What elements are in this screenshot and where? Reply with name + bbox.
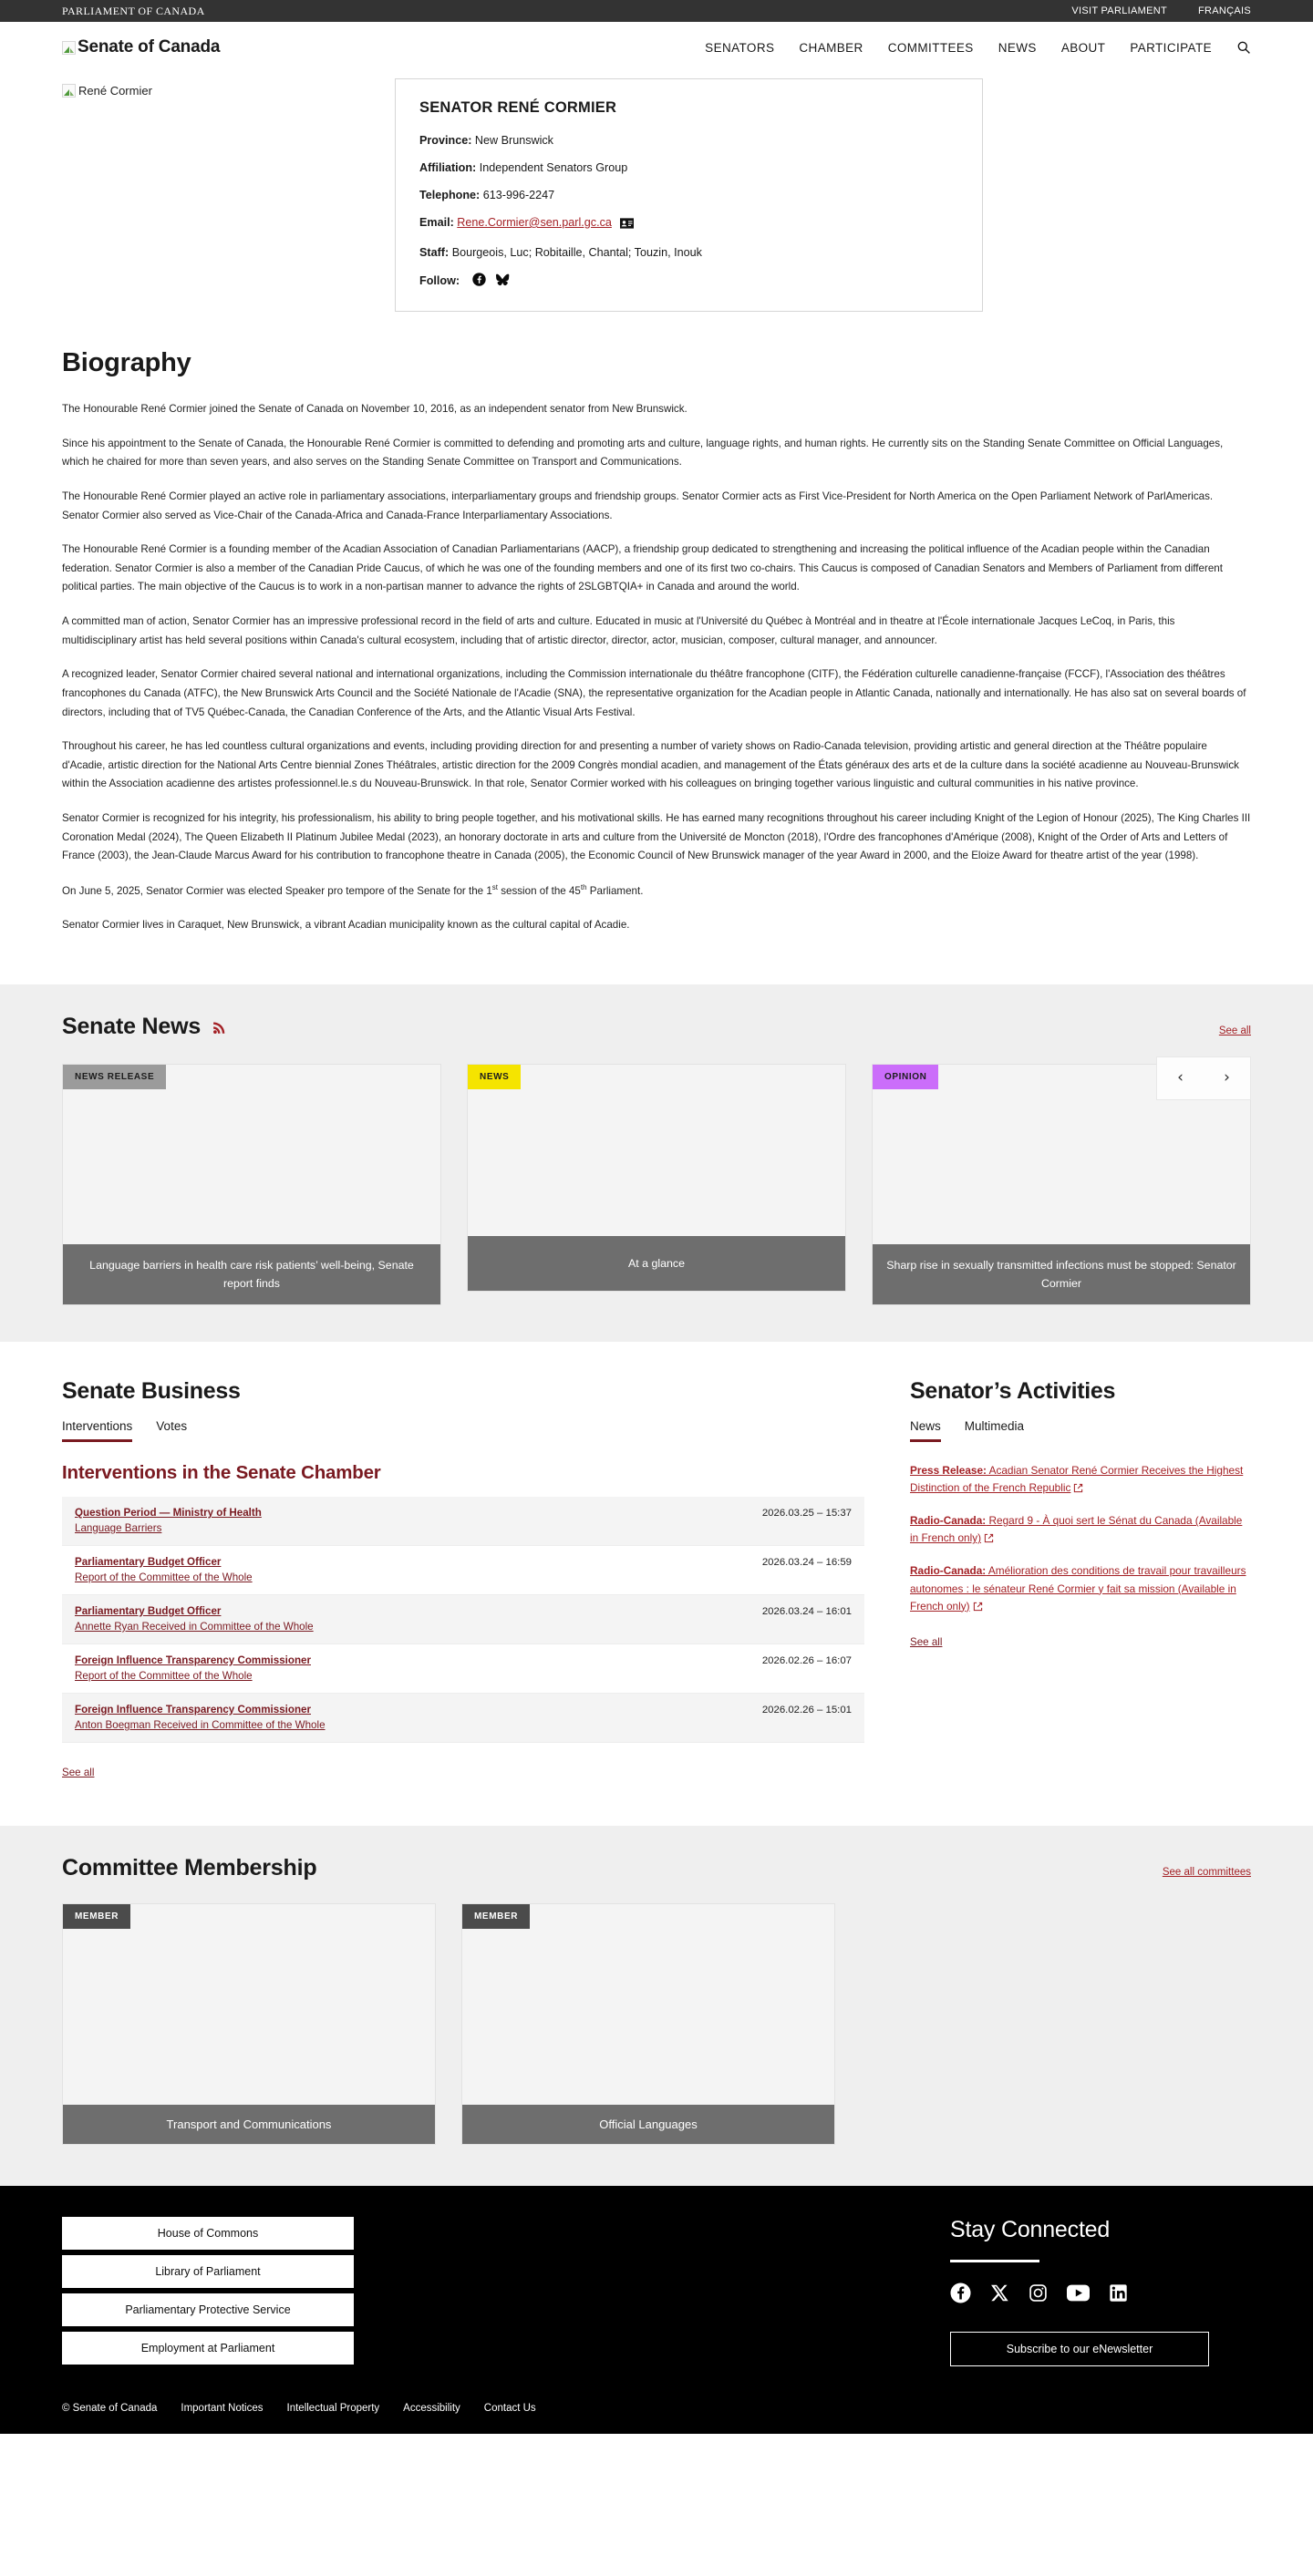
- intervention-subtitle[interactable]: Report of the Committee of the Whole: [75, 1571, 253, 1583]
- intervention-title[interactable]: Foreign Influence Transparency Commissioner: [75, 1703, 311, 1716]
- intervention-title[interactable]: Foreign Influence Transparency Commissioner: [75, 1654, 311, 1666]
- instagram-icon[interactable]: [1029, 2283, 1048, 2307]
- intervention-subtitle[interactable]: Report of the Committee of the Whole: [75, 1669, 253, 1682]
- committee-cards: [62, 1903, 1251, 2145]
- senator-hero: [0, 73, 1313, 312]
- info-row-affiliation: [419, 160, 958, 176]
- affiliation-value: Independent Senators Group: [479, 161, 628, 174]
- intervention-date: 2026.03.25 – 15:37: [761, 1507, 852, 1519]
- senator-name-title: SENATOR RENÉ CORMIER: [419, 99, 617, 116]
- biography-paragraph: Senator Cormier lives in Caraquet, New Brunswick, a vibrant Acadian municipality known as the cultural capital of Acadie.: [62, 919, 630, 932]
- divider: [950, 2260, 1039, 2262]
- telephone-value: 613-996-2247: [482, 189, 555, 201]
- activity-source: Press Release:: [910, 1463, 987, 1477]
- intervention-date: 2026.02.26 – 15:01: [761, 1704, 852, 1716]
- list-item[interactable]: [910, 1512, 1251, 1549]
- telephone-label: Telephone:: [419, 189, 481, 201]
- committee-membership-section: [0, 1826, 1313, 2186]
- intervention-subtitle[interactable]: Anton Boegman Received in Committee of the Whole: [75, 1718, 326, 1731]
- intervention-title[interactable]: Parliamentary Budget Officer: [75, 1604, 222, 1617]
- activity-text: Acadian Senator René Cormier Receives the Highest Distinction of the French Republic: [910, 1463, 1244, 1495]
- senate-news-section: [0, 984, 1313, 1342]
- subscribe-newsletter-button[interactable]: Subscribe to our eNewsletter: [950, 2332, 1209, 2366]
- table-row[interactable]: [62, 1694, 864, 1743]
- footer-copyright: © Senate of Canada: [62, 2402, 158, 2414]
- committee-card[interactable]: [461, 1903, 835, 2145]
- interventions-see-all-link[interactable]: See all: [62, 1766, 95, 1778]
- senator-portrait-alt: René Cormier: [78, 84, 152, 98]
- speaker-pre: On June 5, 2025, Senator Cormier was elected Speaker pro tempore of the Senate for the: [62, 884, 487, 897]
- utility-bar: [0, 0, 1313, 22]
- senate-news-carousel: [62, 1064, 1251, 1305]
- nav-item-participate[interactable]: PARTICIPATE: [1130, 40, 1212, 55]
- biography-paragraph: A committed man of action, Senator Cormier has an impressive professional record in the field of arts and culture. Educated in music at l'Université du Québec à Montréal and in theatre at l'École internationale Jacques LeCoq, in Paris, this multidisciplinary artist has held several positions within Canada's cultural ecosystem, including that of artistic director, director, actor, musician, composer, cultural manager, and announcer.: [62, 615, 1175, 646]
- info-row-telephone: [419, 188, 958, 203]
- table-row[interactable]: [62, 1497, 864, 1546]
- biography-paragraph: A recognized leader, Senator Cormier chaired several national and international organizations, including the Commission internationale du théâtre francophone (CITF), the Fédération culturelle canadienne-française (FCCF), l'Association des théâtres francophones du Canada (ATFC), the New Brunswick Arts Council and the Société Nationale de l'Acadie (SNA), the representative organization for the Acadian people in Atlantic Canada, nationally and internationally. He has also sat on several boards of directors, including that of TV5 Québec-Canada, the Canadian Conference of the Arts, and the Atlantic Visual Arts Festival.: [62, 668, 1246, 718]
- rss-icon[interactable]: [212, 1020, 227, 1040]
- activity-text: Amélioration des conditions de travail pour travailleurs autonomes : le sénateur René Cormier y fait sa mission (Available in French only): [910, 1564, 1246, 1613]
- senator-activities-tabs: [910, 1419, 1251, 1442]
- committee-membership-heading: Committee Membership: [62, 1854, 317, 1880]
- biography-paragraph: Throughout his career, he has led countless cultural organizations and events, including providing direction for and presenting a number of variety shows on Radio-Canada television, providing artistic and general direction at the Théâtre populaire d'Acadie, artistic direction for the National Arts Centre biennial Zones Théâtrales, artistic direction for the 2009 Congrès mondial acadien, and management of the États généraux des arts et de la culture dans la société acadienne au Nouveau-Brunswick within the Association acadienne des artistes professionnel.le.s du Nouveau-Brunswick. In that role, Senator Cormier worked with his colleagues on bringing together various linguistic and cultural communities in his native province.: [62, 740, 1239, 790]
- biography-paragraph-speaker: [62, 881, 1251, 901]
- committee-card[interactable]: [62, 1903, 436, 2145]
- news-card-title: At a glance: [468, 1236, 845, 1291]
- follow-label: Follow:: [419, 274, 460, 287]
- info-row-follow: [419, 273, 958, 289]
- intervention-date: 2026.03.24 – 16:01: [761, 1605, 852, 1617]
- senate-news-header: [62, 1014, 1251, 1040]
- biography-section: [0, 312, 1313, 959]
- province-label: Province:: [419, 134, 472, 147]
- broken-image-icon: [62, 41, 76, 55]
- footer-link-important-notices[interactable]: Important Notices: [181, 2402, 264, 2414]
- senate-business-heading: Senate Business: [62, 1377, 241, 1404]
- site-logo-label: Senate of Canada: [78, 37, 221, 57]
- senate-news-heading: Senate News: [62, 1013, 202, 1039]
- parliament-of-canada-label: PARLIAMENT OF CANADA: [62, 4, 205, 17]
- main-navigation: [705, 40, 1251, 55]
- site-footer: [0, 2186, 1313, 2434]
- footer-link-contact-us[interactable]: Contact Us: [483, 2402, 536, 2414]
- francais-link[interactable]: FRANÇAIS: [1197, 5, 1251, 16]
- footer-link-library-of-parliament[interactable]: Library of Parliament: [62, 2255, 354, 2288]
- nav-item-news[interactable]: NEWS: [998, 40, 1037, 55]
- table-row[interactable]: [62, 1644, 864, 1694]
- activity-source: Radio-Canada:: [910, 1564, 987, 1578]
- see-all-committees-link[interactable]: See all committees: [1162, 1866, 1251, 1878]
- news-card[interactable]: [467, 1064, 846, 1292]
- external-link-icon: [984, 1531, 994, 1549]
- news-card-title: Language barriers in health care risk patients’ well-being, Senate report finds: [63, 1244, 440, 1304]
- biography-paragraph: The Honourable René Cormier is a founding member of the Acadian Association of Canadian Parliamentarians (AACP), a friendship group dedicated to strengthening and increasing the political influence of the Acadian people within the Canadian federation. Senator Cormier is also a member of the Canadian Pride Caucus, of which he was one of the founding members and one of its first two co-chairs. This Caucus is composed of Canadian Senators and Members of Parliament from different political parties. The main objective of the Caucus is to work in a non-partisan manner to advance the rights of 2SLGBTQIA+ in Canada and around the world.: [62, 543, 1223, 593]
- nav-item-senators[interactable]: SENATORS: [705, 40, 775, 55]
- social-links: [950, 2282, 1209, 2308]
- news-card-title: Sharp rise in sexually transmitted infections must be stopped: Senator Cormier: [873, 1244, 1250, 1304]
- senate-news-see-all-link[interactable]: See all: [1218, 1025, 1251, 1036]
- news-card[interactable]: [62, 1064, 441, 1305]
- linkedin-icon[interactable]: [1109, 2283, 1128, 2307]
- intervention-title[interactable]: Parliamentary Budget Officer: [75, 1555, 222, 1568]
- news-card-tag: NEWS: [468, 1065, 521, 1089]
- footer-link-buttons: [62, 2217, 354, 2366]
- committee-role-badge: MEMBER: [63, 1904, 130, 1929]
- parliament-ordinal: th: [580, 882, 587, 891]
- biography-heading: Biography: [62, 348, 191, 377]
- biography-paragraph: The Honourable René Cormier played an active role in parliamentary associations, interparliamentary groups and friendship groups. Senator Cormier acts as First Vice-President for North America on the Open Parliament Network of ParlAmericas. Senator Cormier also served as Vice-Chair of the Canada-Africa and Canada-France Interparliamentary Associations.: [62, 489, 1214, 521]
- chevron-left-icon[interactable]: ‹: [1177, 1068, 1184, 1087]
- search-icon[interactable]: [1236, 40, 1251, 55]
- external-link-icon: [973, 1600, 983, 1617]
- nav-item-chamber[interactable]: CHAMBER: [799, 40, 863, 55]
- business-and-activities: [0, 1342, 1313, 1826]
- visit-parliament-link[interactable]: VISIT PARLIAMENT: [1071, 5, 1167, 16]
- info-row-email: [419, 215, 958, 233]
- external-link-icon: [1073, 1481, 1083, 1499]
- speaker-post: Parliament.: [586, 884, 644, 897]
- carousel-controls: [1156, 1056, 1251, 1100]
- senator-portrait: [62, 78, 336, 98]
- biography-paragraph: Since his appointment to the Senate of Canada, the Honourable René Cormier is committed to defending and promoting arts and culture, language rights, and human rights. He currently sits on the Standing Senate Committee on Official Languages, which he chaired for more than seven years, and also serves on the Standing Senate Committee on Transport and Communications.: [62, 437, 1224, 469]
- tab-votes[interactable]: Votes: [156, 1418, 188, 1433]
- stay-connected-heading: Stay Connected: [950, 2216, 1111, 2242]
- committee-card-title: Transport and Communications: [63, 2105, 435, 2144]
- chevron-right-icon[interactable]: ›: [1224, 1068, 1230, 1087]
- news-card-tag: OPINION: [873, 1065, 938, 1089]
- vcard-icon[interactable]: [620, 218, 634, 233]
- table-row[interactable]: [62, 1546, 864, 1595]
- intervention-title[interactable]: Question Period — Ministry of Health: [75, 1506, 262, 1519]
- footer-bottom-links: [62, 2366, 1251, 2434]
- staff-value: Bourgeois, Luc; Robitaille, Chantal; Touzin, Inouk: [451, 246, 702, 259]
- biography-paragraph: The Honourable René Cormier joined the Senate of Canada on November 10, 2016, as an independent senator from New Brunswick.: [62, 403, 688, 415]
- footer-link-house-of-commons[interactable]: House of Commons: [62, 2217, 354, 2250]
- senator-info-card: [395, 78, 983, 312]
- senate-business-section: [62, 1378, 864, 1780]
- committee-header: [62, 1855, 1251, 1881]
- staff-label: Staff:: [419, 246, 450, 259]
- intervention-subtitle[interactable]: Annette Ryan Received in Committee of the Whole: [75, 1620, 314, 1633]
- footer-link-intellectual-property[interactable]: Intellectual Property: [286, 2402, 380, 2414]
- facebook-icon[interactable]: [472, 273, 486, 289]
- interventions-subheading: Interventions in the Senate Chamber: [62, 1461, 381, 1483]
- x-twitter-icon[interactable]: [990, 2283, 1009, 2307]
- speaker-mid: session of the: [498, 884, 569, 897]
- info-row-staff: [419, 245, 958, 261]
- site-logo[interactable]: [62, 37, 220, 57]
- session-number: 1: [486, 884, 492, 897]
- tab-multimedia[interactable]: Multimedia: [964, 1418, 1025, 1433]
- committee-card-title: Official Languages: [462, 2105, 834, 2144]
- masthead: [0, 22, 1313, 73]
- footer-link-accessibility[interactable]: Accessibility: [403, 2402, 460, 2414]
- parliament-number: 45: [568, 884, 581, 897]
- nav-item-committees[interactable]: COMMITTEES: [887, 40, 974, 55]
- tab-news[interactable]: News: [910, 1419, 941, 1442]
- intervention-subtitle[interactable]: Language Barriers: [75, 1521, 162, 1534]
- tab-interventions[interactable]: Interventions: [62, 1419, 132, 1442]
- footer-link-parliamentary-protective-service[interactable]: Parliamentary Protective Service: [62, 2293, 354, 2326]
- footer-link-employment-at-parliament[interactable]: Employment at Parliament: [62, 2332, 354, 2365]
- broken-image-icon: [62, 84, 76, 98]
- utility-links: [1071, 5, 1313, 16]
- nav-item-about[interactable]: ABOUT: [1060, 40, 1106, 55]
- facebook-icon[interactable]: [950, 2282, 971, 2308]
- youtube-icon[interactable]: [1067, 2284, 1090, 2306]
- senate-business-tabs: [62, 1419, 864, 1442]
- email-link[interactable]: Rene.Cormier@sen.parl.gc.ca: [457, 216, 612, 229]
- table-row[interactable]: [62, 1595, 864, 1644]
- news-card-tag: NEWS RELEASE: [63, 1065, 166, 1089]
- email-label: Email:: [419, 216, 454, 229]
- stay-connected-block: [950, 2217, 1251, 2366]
- province-value: New Brunswick: [474, 134, 553, 147]
- activity-text: Regard 9 - À quoi sert le Sénat du Canada (Available in French only): [910, 1514, 1243, 1545]
- info-row-province: [419, 133, 958, 149]
- senator-activities-section: [894, 1378, 1251, 1780]
- intervention-date: 2026.02.26 – 16:07: [761, 1654, 852, 1666]
- interventions-list: [62, 1497, 864, 1743]
- list-item[interactable]: [910, 1562, 1251, 1616]
- bluesky-icon[interactable]: [495, 273, 510, 289]
- session-ordinal: st: [491, 882, 498, 891]
- biography-paragraph: Senator Cormier is recognized for his integrity, his professionalism, his ability to bring people together, and his motivational skills. He has earned many recognitions throughout his career including Knight of the Legion of Honour (2025), The King Charles III Coronation Medal (2024), The Queen Elizabeth II Platinum Jubilee Medal (2023), an honorary doctorate in arts and culture from the Université de Moncton (2018), l'Ordre des francophones d'Amérique (2008), Knight of the Order of Arts and Letters of France (2003), the Jean-Claude Marcus Award for his contribution to francophone theatre in Canada (2005), the Economic Council of New Brunswick manager of the year Award in 2000, and the Eloize Award for theatre artist of the year (1998).: [62, 812, 1251, 862]
- committee-role-badge: MEMBER: [462, 1904, 530, 1929]
- activity-source: Radio-Canada:: [910, 1514, 987, 1528]
- affiliation-label: Affiliation:: [419, 161, 477, 174]
- intervention-date: 2026.03.24 – 16:59: [761, 1556, 852, 1568]
- activities-see-all-link[interactable]: See all: [910, 1635, 943, 1648]
- list-item[interactable]: [910, 1462, 1251, 1499]
- senator-activities-heading: Senator’s Activities: [910, 1377, 1116, 1404]
